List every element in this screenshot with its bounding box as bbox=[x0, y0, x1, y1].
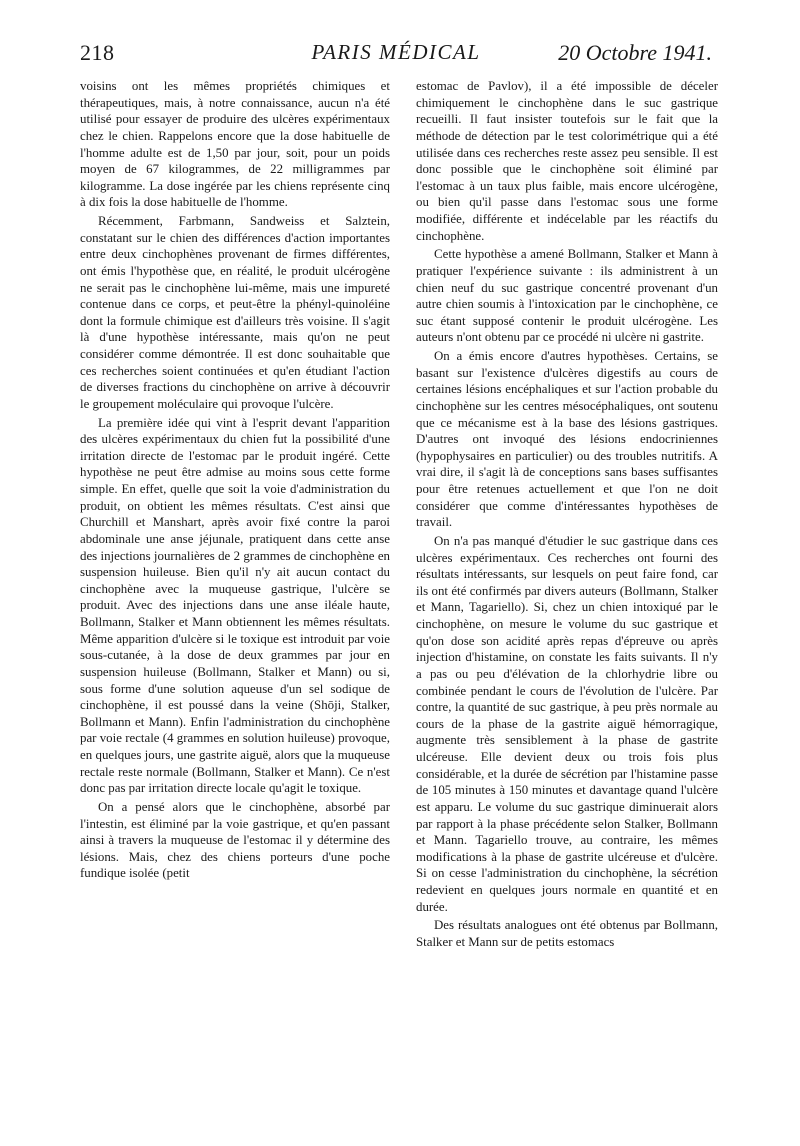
paragraph: Des résultats analogues ont été obtenus par Bollmann, Stalker et Mann sur de petits estomacs bbox=[416, 918, 718, 949]
left-column bbox=[80, 78, 390, 884]
page-header bbox=[80, 40, 712, 70]
paragraph: estomac de Pavlov), il a été impossible de déceler chimiquement le cinchophène dans le suc gastrique recueilli. Il faut insister toutefois sur le fait que la méthode de détection par le test colorimétrique qui a été utilisée dans ces recherches reste assez peu sensible. Il est donc possible que le cinchophène soit éliminé par l'estomac à un taux plus faible, mais encore ulcérogène, ou bien qu'il passe dans l'estomac sous une forme modifiée, différente et indécelable par les réactifs du cinchophène. bbox=[416, 79, 718, 243]
paragraph: Récemment, Farbmann, Sandweiss et Salztein, constatant sur le chien des différences d'action importantes entre deux cinchophènes provenant de firmes différentes, ont émis l'hypothèse que, en réalité, le produit ulcérogène ne serait pas le cinchophène lui-même, mais une impureté contenue dans ce corps, et peut-être la phényl-quinoléine dont la formule chimique est d'ailleurs très voisine. Il s'agit là d'une hypothèse intéressante, mais qu'on ne peut considérer comme démontrée. Il est donc souhaitable que ces recherches soient continuées et qu'en étudiant l'action de diverses fractions du cinchophène on arrive à découvrir le groupement moléculaire qui provoque l'ulcère. bbox=[80, 214, 390, 411]
paragraph: voisins ont les mêmes propriétés chimiques et thérapeutiques, mais, à notre connaissance, aucun n'a été utilisé pour essayer de produire des ulcères expérimentaux chez le chien. Rappelons encore que la dose habituelle de l'homme adulte est de 1,50 par jour, soit, pour un poids moyen de 67 kilogrammes, de 22 milligrammes par kilogramme. La dose ingérée par les chiens représente cinq à dix fois la dose habituelle de l'homme. bbox=[80, 79, 390, 210]
article-body bbox=[80, 78, 716, 1118]
paragraph: On a émis encore d'autres hypothèses. Certains, se basant sur l'existence d'ulcères digestifs au cours de certaines lésions encéphaliques et sur l'action probable du cinchophène sur les centres mésocéphaliques, ont soutenu que ce mécanisme est à la base des lésions gastriques. D'autres ont invoqué des lésions endocriniennes (hypophysaires en particulier) ou des troubles nutritifs. A vrai dire, il s'agit là de conceptions sans bases suffisantes pour être retenues actuellement et que l'on ne doit considérer que comme d'intéressantes hypothèses de travail. bbox=[416, 349, 718, 530]
page-number: 218 bbox=[80, 40, 115, 65]
paragraph: Cette hypothèse a amené Bollmann, Stalker et Mann à pratiquer l'expérience suivante : ils administrent à un chien neuf du suc gastrique concentré provenant d'un autre chien soumis à l'intoxication par le cinchophène, ce suc étant supposé contenir le produit ulcérogène. Les auteurs n'ont obtenu par ce procédé ni ulcère ni gastrite. bbox=[416, 247, 718, 345]
paragraph: On a pensé alors que le cinchophène, absorbé par l'intestin, est éliminé par la voie gastrique, et qu'en passant ainsi à travers la muqueuse de l'estomac il y détermine des lésions. Mais, chez des chiens porteurs d'une poche fundique isolée (petit bbox=[80, 799, 390, 881]
issue-date: 20 Octobre 1941. bbox=[558, 40, 712, 65]
paragraph: On n'a pas manqué d'étudier le suc gastrique dans ces ulcères expérimentaux. Ces recherches ont fourni des résultats intéressants, sur lesquels on peut faire fond, car ils ont été confirmés par divers auteurs (Bollmann, Stalker et Mann, Tagariello). Si, chez un chien intoxiqué par le cinchophène, on mesure le volume du suc gastrique et qu'on dose son acidité après repas d'épreuve ou après injection d'histamine, on constate les faits suivants. Il n'y a pas ou peu d'élévation de la chlorhydrie libre ou combinée pendant le cours de l'évolution de l'ulcère. Par contre, la quantité de suc gastrique, à peu près normale au cours de la phase de la gastrite aiguë hémorragique, augmente très sensiblement à la phase de gastrite ulcéreuse. Elle devient deux ou trois fois plus considérable, et la durée de sécrétion par l'histamine passe de 105 minutes à 150 minutes et davantage quand l'ulcère est apparu. Le volume du suc gastrique diminuerait alors par rapport à la phase précédente selon Stalker, Bollmann et Mann. Tagariello trouve, au contraire, les mêmes modifications à la phase de gastrite ulcéreuse et d'ulcère. Si on cesse l'administration du cinchophène, la sécrétion redevient en quelques jours normale en quantité et en durée. bbox=[416, 533, 718, 914]
journal-title: PARIS MÉDICAL bbox=[311, 40, 481, 64]
right-column bbox=[416, 78, 718, 953]
paragraph: La première idée qui vint à l'esprit devant l'apparition des ulcères expérimentaux du chien fut la possibilité d'une irritation directe de l'estomac par le produit ingéré. Cette hypothèse ne peut être admise au moins sous cette forme simple. En effet, quelle que soit la voie d'administration du produit, on obtient les mêmes résultats. C'est ainsi que Churchill et Manshart, après avoir fixé contre la paroi abdominale une anse jéjunale, pratiquent dans cette anse des injections journalières de 2 grammes de cinchophène en suspension huileuse. Bien qu'il n'y ait aucun contact du cinchophène avec la muqueuse gastrique, l'ulcère se produit. Avec des injections dans une anse iléale haute, Bollmann, Stalker et Mann obtiennent les mêmes résultats. Même apparition d'ulcère si le toxique est introduit par voie sous-cutanée, à la dose de deux grammes par jour en suspension huileuse (Bollmann, Stalker et Mann) ou si, sous forme d'une solution aqueuse d'un sel sodique de cinchophène, il est poussé dans la veine (Shōji, Stalker, Bollmann et Mann). Enfin l'administration du cinchophène par voie rectale (4 grammes en solution huileuse) provoque, en quelques jours, une gastrite aiguë, alors que la muqueuse rectale reste normale (Bollmann, Stalker et Mann). Ce n'est donc pas par irritation directe locale qu'agit le toxique. bbox=[80, 415, 390, 796]
